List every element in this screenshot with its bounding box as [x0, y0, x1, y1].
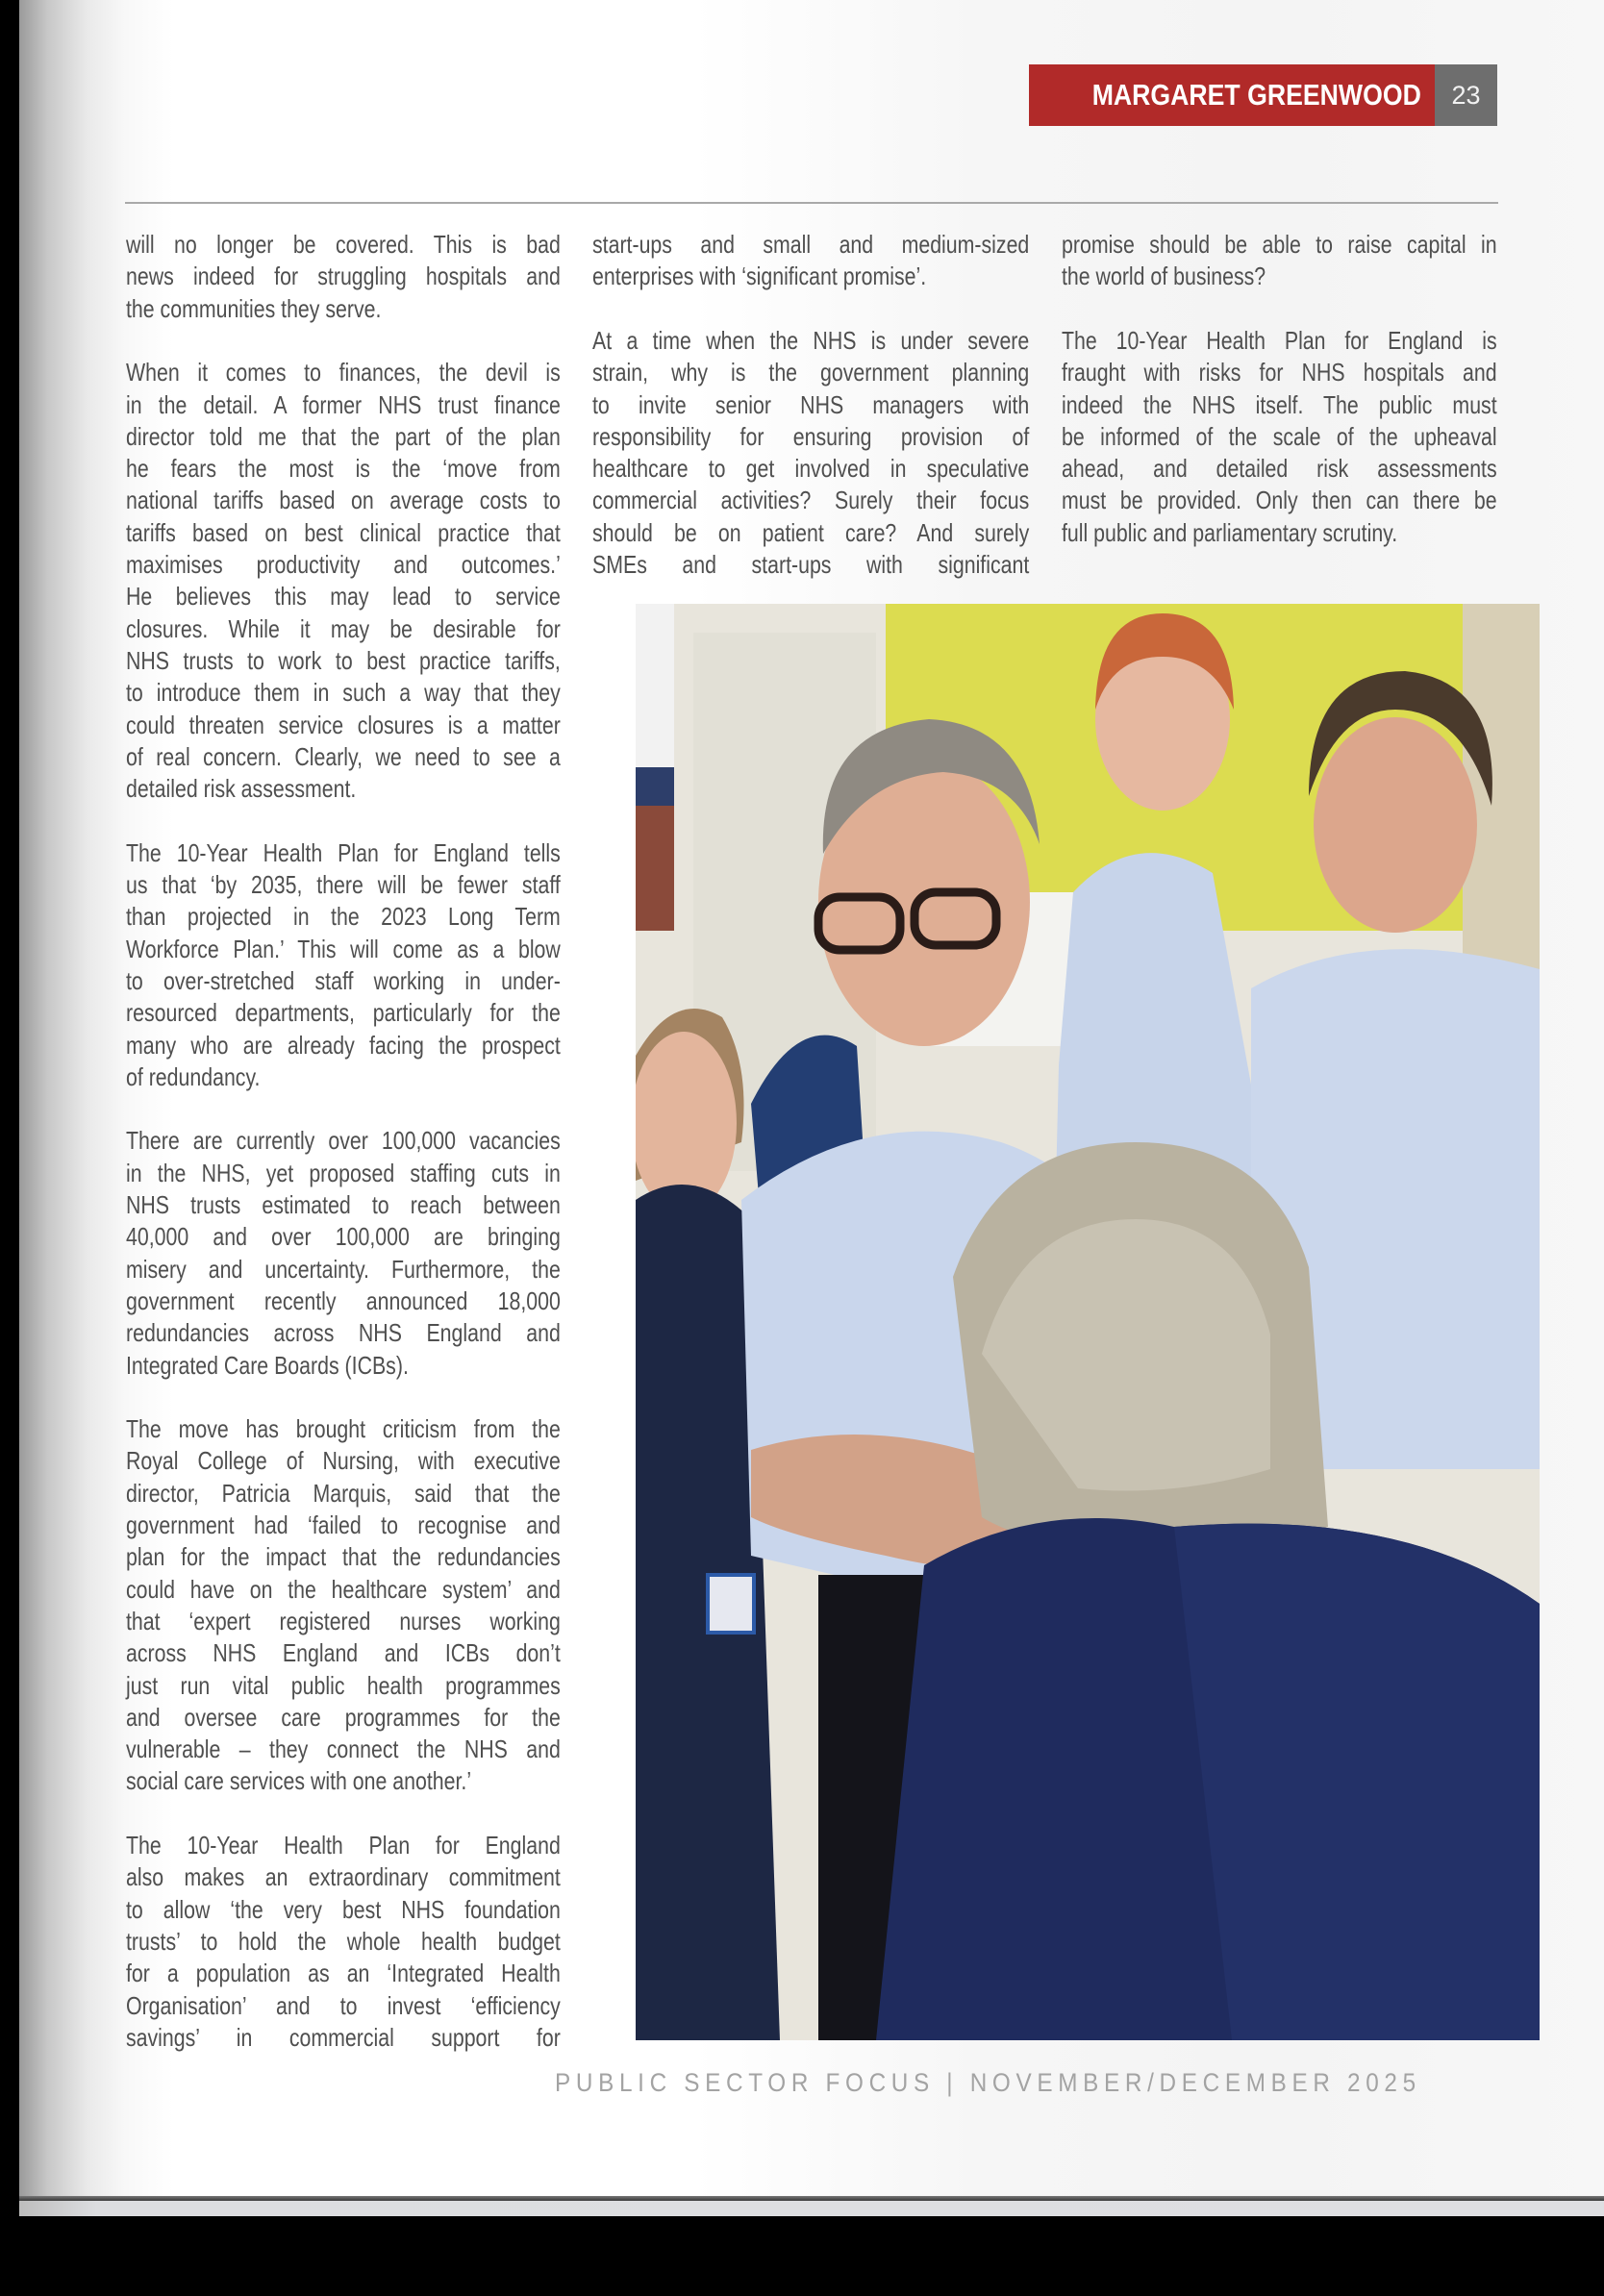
text-line: tariffs based on best clinical practice that: [126, 517, 561, 547]
text-line: could threaten service closures is a matter: [126, 710, 561, 739]
text-line: news indeed for struggling hospitals and: [126, 262, 561, 291]
text-line: be informed of the scale of the upheaval: [1062, 421, 1497, 451]
text-line: commercial activities? Surely their focus: [592, 486, 1030, 515]
text-line: savings’ in commercial support for: [126, 2022, 561, 2052]
article-photo: [636, 604, 1540, 2040]
text-line: When it comes to finances, the devil is: [126, 358, 561, 387]
text-line: indeed the NHS itself. The public must: [1062, 389, 1497, 419]
text-line: The 10-Year Health Plan for England: [126, 1831, 561, 1859]
text-line: Organisation’ and to invest ‘efficiency: [126, 1990, 561, 2020]
text-line: He believes this may lead to service: [126, 582, 561, 611]
text-line: to over-stretched staff working in under-: [126, 965, 561, 995]
text-line: many who are already facing the prospect: [126, 1030, 561, 1060]
text-line: 40,000 and over 100,000 are bringing: [126, 1222, 561, 1252]
photograph-icon: [636, 604, 1540, 2040]
text-line: healthcare to get involved in speculative: [592, 454, 1030, 484]
text-line: vulnerable – they connect the NHS and: [126, 1734, 561, 1764]
text-line: SMEs and start-ups with significant: [592, 550, 1030, 579]
text-line: enterprises with ‘significant promise’.: [592, 262, 927, 291]
text-line: NHS trusts estimated to reach between: [126, 1190, 561, 1219]
text-line: strain, why is the government planning: [592, 358, 1030, 387]
text-line: There are currently over 100,000 vacancies: [126, 1126, 561, 1156]
header-rule: [125, 202, 1498, 204]
text-line: in the NHS, yet proposed staffing cuts in: [126, 1158, 561, 1187]
text-line: responsibility for ensuring provision of: [592, 421, 1030, 451]
text-line: government had ‘failed to recognise and: [126, 1510, 561, 1539]
text-line: ahead, and detailed risk assessments: [1062, 454, 1497, 484]
text-line: director told me that the part of the plan: [126, 421, 561, 451]
text-line: fraught with risks for NHS hospitals and: [1062, 358, 1497, 387]
text-line: also makes an extraordinary commitment: [126, 1862, 561, 1892]
text-line: and oversee care programmes for the: [126, 1702, 561, 1732]
text-line: plan for the impact that the redundancies: [126, 1542, 561, 1572]
text-line: will no longer be covered. This is bad: [126, 230, 561, 259]
text-line: The move has brought criticism from the: [126, 1414, 561, 1444]
text-line: of real concern. Clearly, we need to see a: [126, 741, 561, 771]
text-line: for a population as an ‘Integrated Health: [126, 1959, 561, 1988]
text-line: government recently announced 18,000: [126, 1285, 561, 1315]
page-number: 23: [1435, 64, 1497, 126]
text-line: trusts’ to hold the whole health budget: [126, 1926, 561, 1956]
text-line: that ‘expert registered nurses working: [126, 1606, 561, 1635]
text-line: to allow ‘the very best NHS foundation: [126, 1894, 561, 1924]
page-footer: [555, 2063, 1500, 2102]
text-line: social care services with one another.’: [126, 1766, 472, 1796]
text-line: us that ‘by 2035, there will be fewer staff: [126, 870, 561, 899]
text-line: than projected in the 2023 Long Term: [126, 902, 561, 932]
text-line: resourced departments, particularly for the: [126, 998, 561, 1028]
text-line: the communities they serve.: [126, 293, 382, 323]
author-name: MARGARET GREENWOOD: [1091, 78, 1421, 112]
text-line: start-ups and small and medium-sized: [592, 230, 1030, 259]
text-line: misery and uncertainty. Furthermore, the: [126, 1254, 561, 1284]
text-line: in the detail. A former NHS trust finance: [126, 389, 561, 419]
text-line: must be provided. Only then can there be: [1062, 486, 1497, 515]
text-line: he fears the most is the ‘move from: [126, 454, 561, 484]
text-line: national tariffs based on average costs to: [126, 486, 561, 515]
text-line: across NHS England and ICBs don’t: [126, 1638, 561, 1668]
page-bottom-band: [19, 2201, 1604, 2216]
text-line: maximises productivity and outcomes.’: [126, 550, 561, 579]
text-line: The 10-Year Health Plan for England tells: [126, 837, 561, 867]
text-line: should be on patient care? And surely: [592, 517, 1030, 547]
text-line: Royal College of Nursing, with executive: [126, 1446, 561, 1476]
text-line: NHS trusts to work to best practice tariffs,: [126, 645, 561, 675]
text-line: could have on the healthcare system’ and: [126, 1574, 561, 1604]
text-line: At a time when the NHS is under severe: [592, 325, 1030, 355]
text-line: director, Patricia Marquis, said that the: [126, 1478, 561, 1508]
text-line: closures. While it may be desirable for: [126, 613, 561, 643]
text-line: full public and parliamentary scrutiny.: [1062, 517, 1398, 547]
text-line: to introduce them in such a way that they: [126, 678, 561, 708]
text-line: just run vital public health programmes: [126, 1670, 561, 1700]
text-line: Integrated Care Boards (ICBs).: [126, 1350, 409, 1380]
running-header: [1029, 64, 1497, 126]
text-line: promise should be able to raise capital in: [1062, 230, 1497, 259]
text-line: to invite senior NHS managers with: [592, 389, 1030, 419]
text-line: The 10-Year Health Plan for England is: [1062, 325, 1497, 355]
text-line: the world of business?: [1062, 262, 1266, 291]
footer-text: PUBLIC SECTOR FOCUS | NOVEMBER/DECEMBER 2025: [555, 2068, 1421, 2097]
text-line: redundancies across NHS England and: [126, 1318, 561, 1348]
text-line: detailed risk assessment.: [126, 774, 357, 804]
text-line: of redundancy.: [126, 1061, 261, 1091]
author-name-badge: [1029, 64, 1435, 126]
text-line: Workforce Plan.’ This will come as a blow: [126, 934, 561, 963]
